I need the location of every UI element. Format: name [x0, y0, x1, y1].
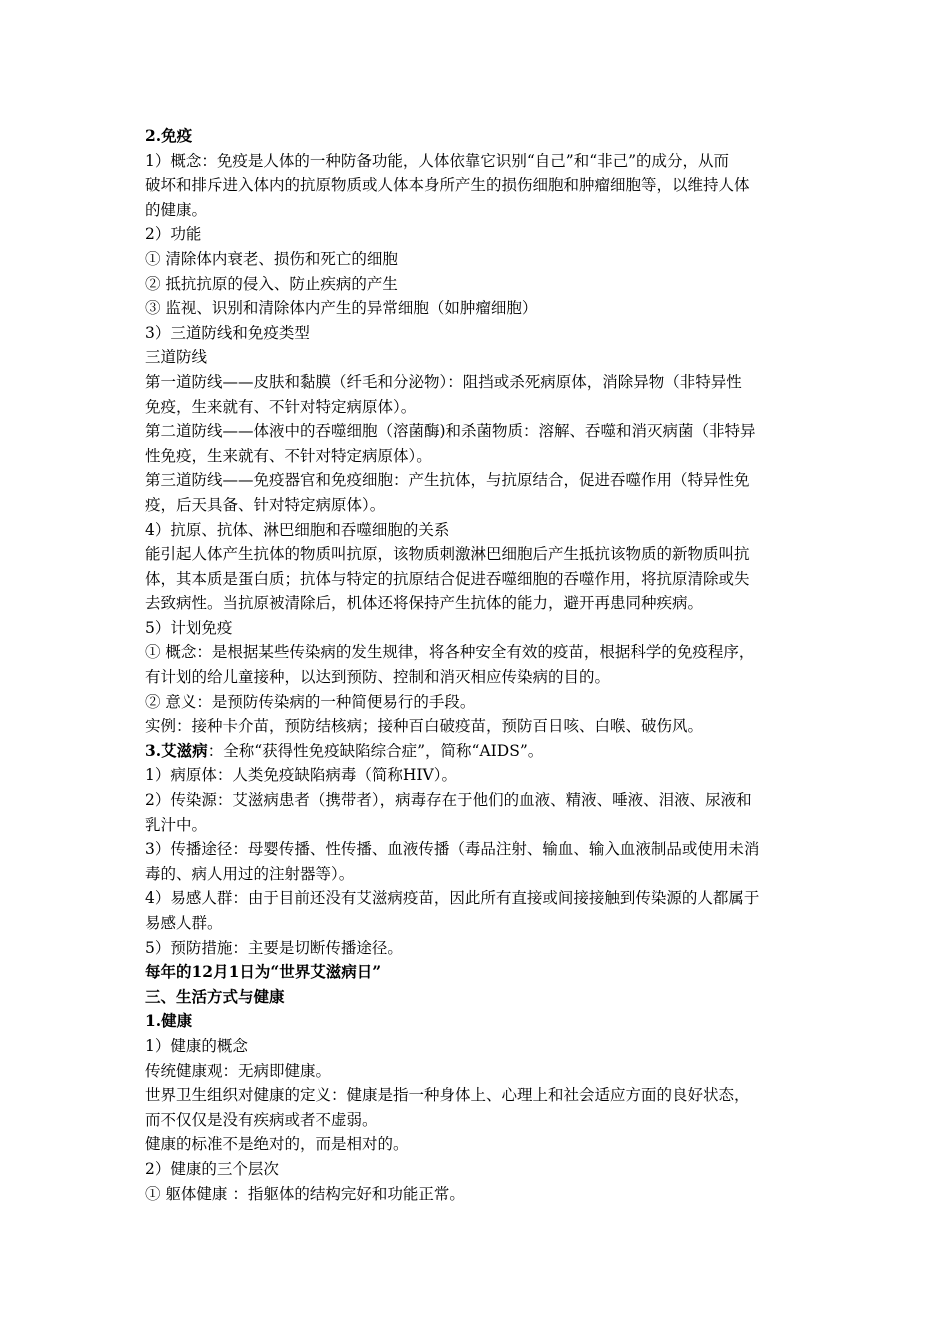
text-line: 三道防线 [145, 348, 208, 367]
text-line: 乳汁中。 [145, 815, 208, 834]
aids-heading-rest: ：全称“获得性免疫缺陷综合症”，简称“AIDS”。 [207, 741, 544, 760]
text-line: 免疫，生来就有、不针对特定病原体）。 [145, 397, 417, 416]
text-line: ③ 监视、识别和清除体内产生的异常细胞（如肿瘤细胞） [145, 299, 538, 318]
text-line: 健康的标准不是绝对的，而是相对的。 [145, 1135, 409, 1154]
text-line: 有计划的给儿童接种，以达到预防、控制和消灭相应传染病的目的。 [145, 668, 611, 687]
text-line: 体，其本质是蛋白质；抗体与特定的抗原结合促进吞噬细胞的吞噬作用，将抗原清除或失 [145, 569, 750, 588]
text-line: ② 抵抗抗原的侵入、防止疾病的产生 [145, 274, 398, 293]
text-line: 第一道防线——皮肤和黏膜（纤毛和分泌物）：阻挡或杀死病原体，消除异物（非特异性 [145, 372, 742, 391]
text-line: 4）抗原、抗体、淋巴细胞和吞噬细胞的关系 [145, 520, 450, 539]
text-line: 的健康。 [145, 200, 208, 219]
text-line: 2.免疫 [145, 126, 193, 145]
text-line: 3）传播途径：母婴传播、性传播、血液传播（毒品注射、输血、输入血液制品或使用未消 [145, 840, 760, 859]
text-line: 实例：接种卡介苗，预防结核病；接种百白破疫苗，预防百日咳、白喉、破伤风。 [145, 717, 704, 736]
text-line: ② 意义：是预防传染病的一种简便易行的手段。 [145, 692, 476, 711]
text-line: 第三道防线——免疫器官和免疫细胞：产生抗体，与抗原结合，促进吞噬作用（特异性免 [145, 471, 750, 490]
text-line: 疫，后天具备、针对特定病原体）。 [145, 495, 386, 514]
text-line: 1.健康 [145, 1011, 193, 1031]
text-line: 2）功能 [145, 225, 202, 244]
text-line: 3）三道防线和免疫类型 [145, 323, 310, 342]
text-line: 第二道防线——体液中的吞噬细胞（溶菌酶)和杀菌物质：溶解、吞噬和消灭病菌（非特异 [145, 422, 756, 441]
text-line: 1）概念：免疫是人体的一种防备功能，人体依靠它识别“自己”和“非己”的成分，从而 [145, 151, 730, 170]
text-line: 4）易感人群：由于目前还没有艾滋病疫苗，因此所有直接或间接接触到传染源的人都属于 [145, 889, 760, 908]
text-line: 2）传染源：艾滋病患者（携带者），病毒存在于他们的血液、精液、唾液、泪液、尿液和 [145, 791, 752, 810]
text-line: 5）计划免疫 [145, 618, 233, 637]
text-line: 毒的、病人用过的注射器等）。 [145, 864, 355, 883]
text-line: 传统健康观：无病即健康。 [145, 1061, 332, 1080]
text-line: 2）健康的三个层次 [145, 1159, 279, 1178]
text-line: 去致病性。当抗原被清除后，机体还将保持产生抗体的能力，避开再患同种疾病。 [145, 594, 704, 613]
text-line: 世界卫生组织对健康的定义：健康是指一种身体上、心理上和社会适应方面的良好状态， [145, 1086, 750, 1105]
text-line: 三、生活方式与健康 [145, 986, 285, 1006]
text-line: ① 躯体健康 ：指躯体的结构完好和功能正常。 [145, 1184, 465, 1203]
text-line: 5）预防措施：主要是切断传播途径。 [145, 938, 403, 957]
text-line: ① 概念：是根据某些传染病的发生规律，将各种安全有效的疫苗，根据科学的免疫程序， [145, 643, 755, 662]
text-line: 性免疫，生来就有、不针对特定病原体）。 [145, 446, 432, 465]
text-line: 1）健康的概念 [145, 1036, 248, 1055]
aids-heading-bold: 3.艾滋病 [145, 740, 208, 760]
text-line [145, 739, 815, 764]
text-line: 每年的12月1日为“世界艾滋病日” [145, 962, 382, 982]
text-line: 破坏和排斥进入体内的抗原物质或人体本身所产生的损伤细胞和肿瘤细胞等，以维持人体 [145, 176, 750, 195]
document-body [145, 124, 815, 1206]
text-line: 能引起人体产生抗体的物质叫抗原，该物质刺激淋巴细胞后产生抵抗该物质的新物质叫抗 [145, 545, 750, 564]
text-line: 1）病原体：人类免疫缺陷病毒（简称HIV）。 [145, 766, 457, 785]
text-line: ① 清除体内衰老、损伤和死亡的细胞 [145, 249, 398, 268]
text-line: 而不仅仅是没有疾病或者不虚弱。 [145, 1110, 378, 1129]
text-line: 易感人群。 [145, 914, 223, 932]
